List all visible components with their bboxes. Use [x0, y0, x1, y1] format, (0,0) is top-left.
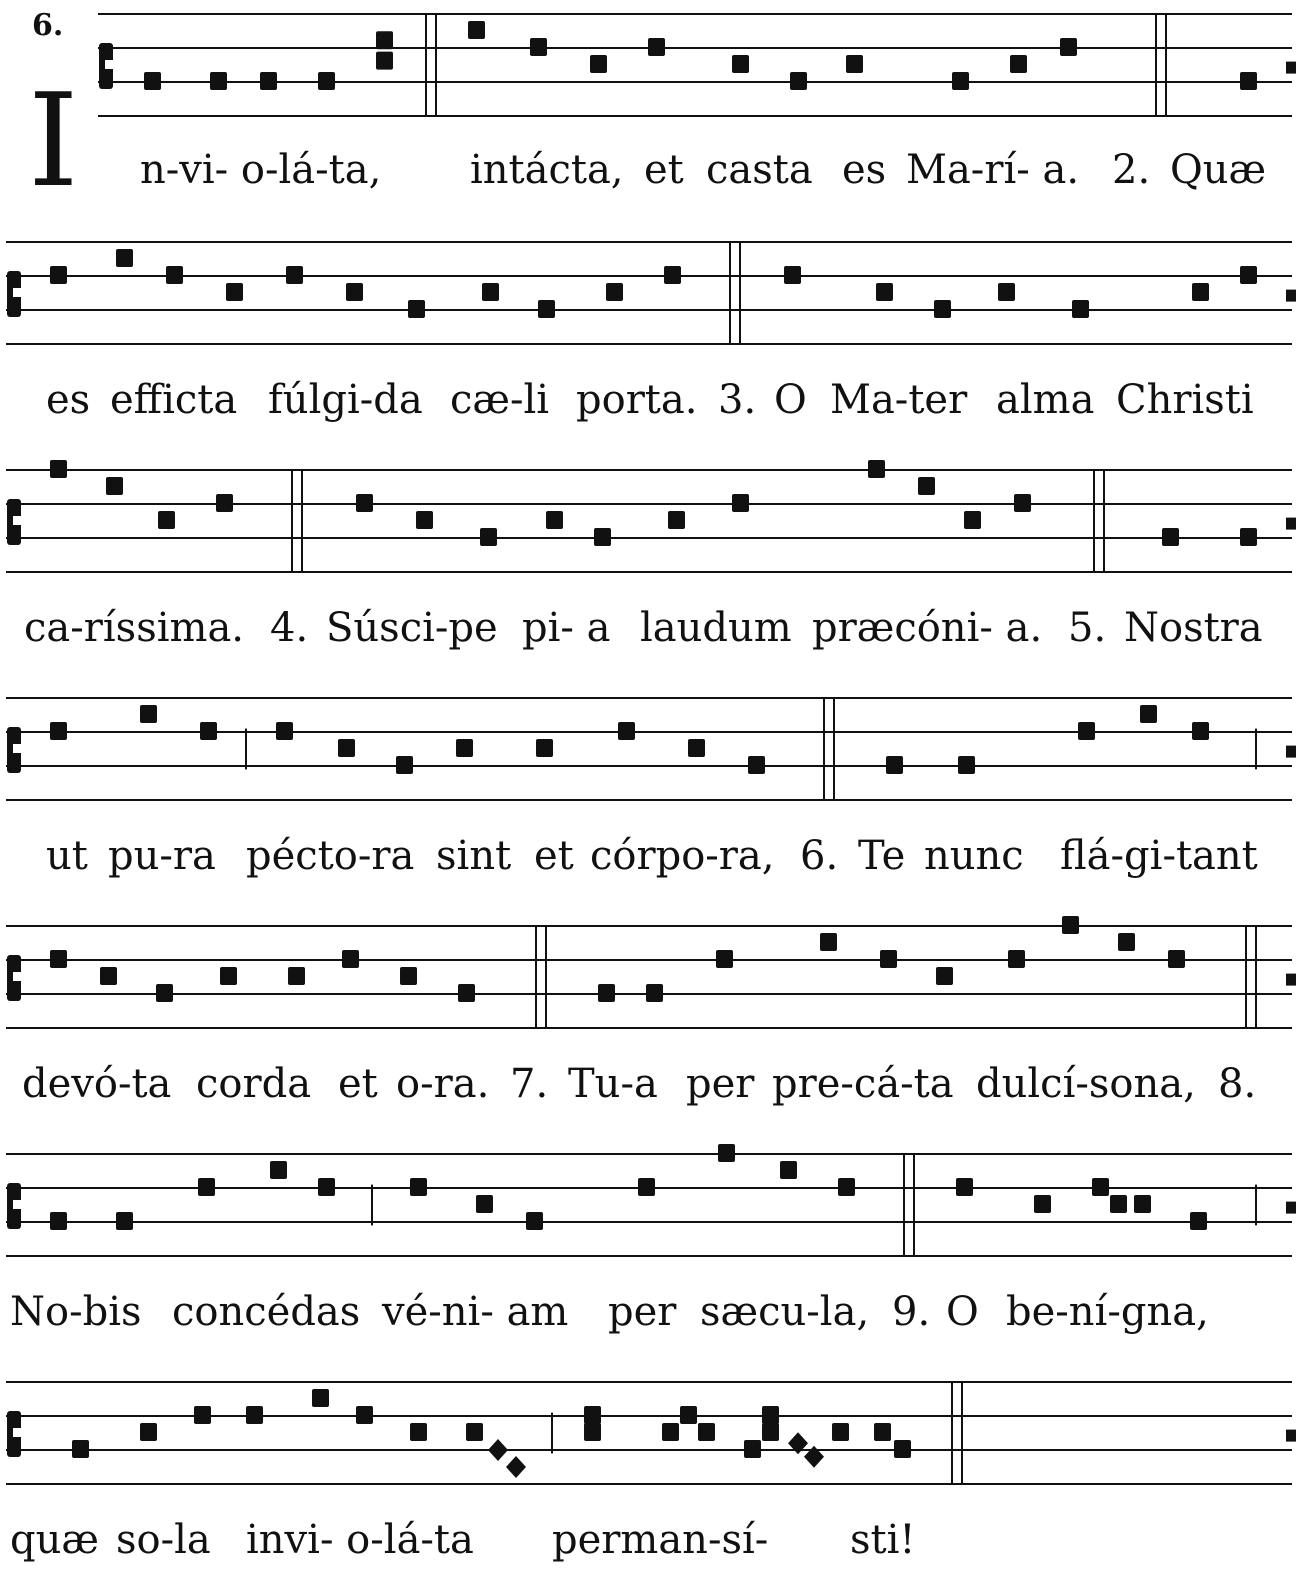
punctum-note [952, 72, 969, 90]
lyric-syllable: O [946, 1289, 979, 1335]
lyric-syllable: 2. [1112, 147, 1151, 193]
custos [1286, 62, 1296, 74]
punctum-note [216, 494, 233, 512]
lyric-syllable: pi- a [522, 605, 611, 651]
punctum-note [618, 722, 635, 740]
punctum-note [1078, 722, 1095, 740]
punctum-note [894, 1440, 911, 1458]
lyric-syllable: 5. [1068, 605, 1107, 651]
punctum-note [400, 967, 417, 985]
punctum-note [144, 72, 161, 90]
custos [1286, 1430, 1296, 1442]
lyric-syllable: ut [46, 833, 88, 879]
lyric-syllable: Te [858, 833, 906, 879]
punctum-note [50, 950, 67, 968]
punctum-note [594, 528, 611, 546]
punctum-note [158, 511, 175, 529]
lyric-syllable: es [842, 147, 887, 193]
punctum-note [584, 1423, 601, 1441]
punctum-note [762, 1423, 779, 1441]
punctum-note [476, 1195, 493, 1213]
lyric-syllable: 6. [800, 833, 839, 879]
punctum-note [270, 1161, 287, 1179]
punctum-note [408, 300, 425, 318]
punctum-note [874, 1423, 891, 1441]
punctum-note [584, 1406, 601, 1424]
punctum-note [198, 1178, 215, 1196]
punctum-note [780, 1161, 797, 1179]
punctum-note [846, 55, 863, 73]
punctum-note [1240, 266, 1257, 284]
punctum-note [998, 283, 1015, 301]
punctum-note [194, 1406, 211, 1424]
punctum-note [1092, 1178, 1109, 1196]
punctum-note [538, 300, 555, 318]
punctum-note [342, 950, 359, 968]
lyric-syllable: per [608, 1289, 677, 1335]
punctum-note [956, 1178, 973, 1196]
custos [1286, 290, 1296, 302]
punctum-note [1118, 933, 1135, 951]
punctum-note [50, 722, 67, 740]
lyric-syllable: pécto-ra [246, 833, 415, 879]
punctum-note [200, 722, 217, 740]
lyric-syllable: 7. [510, 1061, 549, 1107]
punctum-note [416, 511, 433, 529]
punctum-note [1140, 705, 1157, 723]
punctum-note [526, 1212, 543, 1230]
punctum-note [1010, 55, 1027, 73]
punctum-note [376, 31, 393, 49]
punctum-note [220, 967, 237, 985]
lyric-syllable: Ma-rí- a. [906, 147, 1080, 193]
c-clef-gap [13, 1200, 23, 1209]
punctum-note [1060, 38, 1077, 56]
lyric-syllable: 8. [1218, 1061, 1257, 1107]
lyric-syllable: Christi [1116, 377, 1254, 423]
punctum-note [1072, 300, 1089, 318]
punctum-note [598, 984, 615, 1002]
punctum-note [346, 283, 363, 301]
punctum-note [480, 528, 497, 546]
punctum-note [288, 967, 305, 985]
rhombus-note [488, 1439, 508, 1461]
lyric-syllable: devó-ta [22, 1061, 172, 1107]
c-clef-gap [13, 1428, 23, 1437]
punctum-note [880, 950, 897, 968]
punctum-note [832, 1423, 849, 1441]
lyric-syllable: et [644, 147, 684, 193]
chant-number: 6. [32, 8, 64, 43]
lyric-syllable: sti! [850, 1517, 916, 1563]
punctum-note [318, 1178, 335, 1196]
lyric-syllable: casta [706, 147, 813, 193]
punctum-note [964, 511, 981, 529]
punctum-note [100, 967, 117, 985]
lyric-syllable: Nostra [1124, 605, 1263, 651]
punctum-note [958, 756, 975, 774]
punctum-note [1134, 1195, 1151, 1213]
punctum-note [744, 1440, 761, 1458]
punctum-note [1034, 1195, 1051, 1213]
punctum-note [648, 38, 665, 56]
punctum-note [468, 21, 485, 39]
lyric-syllable: intácta, [470, 147, 624, 193]
punctum-note [338, 739, 355, 757]
lyric-syllable: laudum [640, 605, 792, 651]
lyric-syllable: pre-cá-ta [772, 1061, 954, 1107]
lyric-syllable: pu-ra [108, 833, 216, 879]
punctum-note [50, 1212, 67, 1230]
punctum-note [1008, 950, 1025, 968]
punctum-note [638, 1178, 655, 1196]
punctum-note [466, 1423, 483, 1441]
custos [1286, 974, 1296, 986]
punctum-note [868, 460, 885, 478]
lyric-syllable: O [774, 377, 807, 423]
lyric-syllable: corda [196, 1061, 312, 1107]
lyric-syllable: No-bis [10, 1289, 142, 1335]
punctum-note [662, 1423, 679, 1441]
punctum-note [482, 283, 499, 301]
punctum-note [1014, 494, 1031, 512]
lyric-syllable: alma [996, 377, 1095, 423]
punctum-note [530, 38, 547, 56]
punctum-note [116, 1212, 133, 1230]
lyric-syllable: Ma-ter [830, 377, 968, 423]
lyric-syllable: Quæ [1170, 147, 1267, 193]
c-clef-gap [105, 60, 115, 69]
lyric-syllable: n-vi- o-lá-ta, [140, 147, 382, 193]
punctum-note [72, 1440, 89, 1458]
punctum-note [1192, 283, 1209, 301]
punctum-note [718, 1144, 735, 1162]
punctum-note [106, 477, 123, 495]
punctum-note [546, 511, 563, 529]
punctum-note [50, 266, 67, 284]
punctum-note [698, 1423, 715, 1441]
c-clef-gap [13, 972, 23, 981]
c-clef-gap [13, 744, 23, 753]
lyric-syllable: concédas [172, 1289, 361, 1335]
punctum-note [886, 756, 903, 774]
punctum-note [716, 950, 733, 968]
lyric-syllable: 3. [718, 377, 757, 423]
punctum-note [784, 266, 801, 284]
lyric-syllable: cæ-li [450, 377, 550, 423]
lyric-syllable: so-la [116, 1517, 211, 1563]
punctum-note [140, 1423, 157, 1441]
punctum-note [318, 72, 335, 90]
lyric-syllable: fúlgi-da [268, 377, 423, 423]
lyric-syllable: o-ra. [396, 1061, 490, 1107]
lyric-syllable: Tu-a [568, 1061, 658, 1107]
punctum-note [732, 494, 749, 512]
punctum-note [790, 72, 807, 90]
lyric-syllable: ca-ríssima. [24, 605, 245, 651]
c-clef-gap [13, 288, 23, 297]
initial-letter: I [28, 67, 79, 216]
punctum-note [260, 72, 277, 90]
lyric-syllable: sint [436, 833, 512, 879]
punctum-note [918, 477, 935, 495]
punctum-note [936, 967, 953, 985]
punctum-note [536, 739, 553, 757]
punctum-note [606, 283, 623, 301]
lyric-syllable: 9. [892, 1289, 931, 1335]
punctum-note [396, 756, 413, 774]
punctum-note [1190, 1212, 1207, 1230]
punctum-note [246, 1406, 263, 1424]
lyric-syllable: 4. [270, 605, 309, 651]
punctum-note [934, 300, 951, 318]
lyric-syllable: invi- o-lá-ta [246, 1517, 474, 1563]
custos [1286, 518, 1296, 530]
lyric-syllable: nunc [924, 833, 1024, 879]
lyric-syllable: per [686, 1061, 755, 1107]
punctum-note [456, 739, 473, 757]
punctum-note [590, 55, 607, 73]
punctum-note [1192, 722, 1209, 740]
lyric-syllable: et [338, 1061, 378, 1107]
lyric-syllable: præcóni- a. [812, 605, 1043, 651]
custos [1286, 746, 1296, 758]
rhombus-note [506, 1456, 526, 1478]
lyric-syllable: córpo-ra, [590, 833, 775, 879]
punctum-note [668, 511, 685, 529]
lyric-syllable: perman-sí- [552, 1517, 769, 1563]
punctum-note [286, 266, 303, 284]
punctum-note [140, 705, 157, 723]
punctum-note [410, 1423, 427, 1441]
punctum-note [664, 266, 681, 284]
punctum-note [1168, 950, 1185, 968]
punctum-note [748, 756, 765, 774]
punctum-note [116, 249, 133, 267]
punctum-note [356, 1406, 373, 1424]
punctum-note [166, 266, 183, 284]
punctum-note [1240, 72, 1257, 90]
punctum-note [356, 494, 373, 512]
punctum-note [376, 52, 393, 70]
punctum-note [876, 283, 893, 301]
lyric-syllable: quæ [10, 1517, 99, 1563]
punctum-note [1062, 916, 1079, 934]
c-clef-gap [13, 516, 23, 525]
punctum-note [688, 739, 705, 757]
punctum-note [820, 933, 837, 951]
punctum-note [226, 283, 243, 301]
lyric-syllable: et [534, 833, 574, 879]
lyric-syllable: porta. [576, 377, 698, 423]
lyric-syllable: vé-ni- am [382, 1289, 569, 1335]
punctum-note [732, 55, 749, 73]
lyric-syllable: flá-gi-tant [1060, 833, 1258, 879]
punctum-note [458, 984, 475, 1002]
punctum-note [1162, 528, 1179, 546]
punctum-note [1240, 528, 1257, 546]
punctum-note [680, 1406, 697, 1424]
punctum-note [210, 72, 227, 90]
punctum-note [312, 1389, 329, 1407]
lyric-syllable: be-ní-gna, [1006, 1289, 1209, 1335]
custos [1286, 1202, 1296, 1214]
lyric-syllable: sæcu-la, [700, 1289, 870, 1335]
lyric-syllable: dulcí-sona, [976, 1061, 1196, 1107]
lyric-syllable: efficta [110, 377, 238, 423]
punctum-note [276, 722, 293, 740]
punctum-note [1110, 1195, 1127, 1213]
punctum-note [156, 984, 173, 1002]
punctum-note [410, 1178, 427, 1196]
punctum-note [838, 1178, 855, 1196]
punctum-note [762, 1406, 779, 1424]
lyric-syllable: es [46, 377, 91, 423]
lyric-syllable: Súsci-pe [326, 605, 498, 651]
punctum-note [646, 984, 663, 1002]
punctum-note [50, 460, 67, 478]
